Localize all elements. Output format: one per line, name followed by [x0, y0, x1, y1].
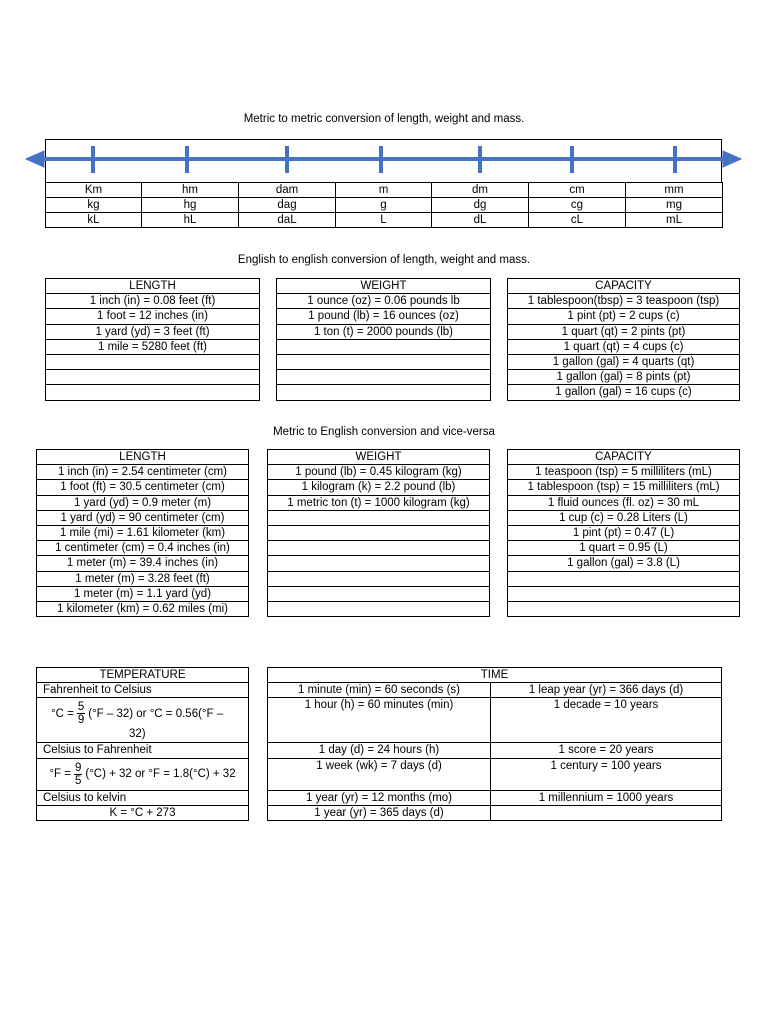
- english-capacity-row: 1 quart (qt) = 2 pints (pt): [508, 324, 740, 339]
- metric-english-weight-row: [268, 541, 490, 556]
- unit-cell: cm: [529, 183, 626, 198]
- metric-english-length-row: 1 centimeter (cm) = 0.4 inches (in): [37, 541, 249, 556]
- table-row: [508, 309, 740, 324]
- english-length-row: [46, 370, 260, 385]
- table-row: [268, 556, 490, 571]
- english-length-row: 1 inch (in) = 0.08 feet (ft): [46, 294, 260, 309]
- metric-english-length-row: 1 meter (m) = 39.4 inches (in): [37, 556, 249, 571]
- unit-cell: mm: [626, 183, 723, 198]
- time-cell: [491, 805, 722, 820]
- table-row: [268, 571, 490, 586]
- metric-english-capacity-row: 1 cup (c) = 0.28 Liters (L): [508, 510, 740, 525]
- metric-english-capacity-row: 1 quart = 0.95 (L): [508, 541, 740, 556]
- c-to-f-label: Celsius to Fahrenheit: [37, 743, 249, 758]
- table-row: [268, 495, 490, 510]
- english-weight-row: [277, 370, 491, 385]
- time-cell: 1 minute (min) = 60 seconds (s): [268, 683, 491, 698]
- english-length-row: 1 foot = 12 inches (in): [46, 309, 260, 324]
- unit-cell: kg: [46, 198, 142, 213]
- metric-english-weight-row: [268, 526, 490, 541]
- metric-number-line: [0, 0, 768, 200]
- table-row: [277, 355, 491, 370]
- table-row: [508, 586, 740, 601]
- table-row: [508, 355, 740, 370]
- table-row: [508, 324, 740, 339]
- english-length-row: 1 mile = 5280 feet (ft): [46, 339, 260, 354]
- metric-english-length-row: 1 meter (m) = 3.28 feet (ft): [37, 571, 249, 586]
- f-to-c-rest: (°F – 32) or °C = 0.56(°F –: [88, 707, 224, 720]
- table-row: [37, 526, 249, 541]
- f-to-c-wrap: 32): [129, 728, 146, 741]
- table-row: [268, 480, 490, 495]
- table-row: [46, 339, 260, 354]
- table-row: [268, 541, 490, 556]
- english-weight-row: [277, 355, 491, 370]
- metric-english-weight-row: [268, 510, 490, 525]
- metric-units-table: [45, 182, 723, 228]
- time-cell: 1 week (wk) = 7 days (d): [268, 758, 491, 790]
- metric-english-weight-row: 1 pound (lb) = 0.45 kilogram (kg): [268, 465, 490, 480]
- metric-english-capacity-row: 1 tablespoon (tsp) = 15 milliliters (mL): [508, 480, 740, 495]
- metric-english-weight-row: 1 metric ton (t) = 1000 kilogram (kg): [268, 495, 490, 510]
- english-capacity-table: [507, 278, 740, 401]
- english-capacity-row: 1 pint (pt) = 2 cups (c): [508, 309, 740, 324]
- english-capacity-row: 1 gallon (gal) = 8 pints (pt): [508, 370, 740, 385]
- table-row: [37, 541, 249, 556]
- unit-cell: dg: [432, 198, 529, 213]
- metric-english-capacity-row: 1 teaspoon (tsp) = 5 milliliters (mL): [508, 465, 740, 480]
- table-row: [508, 602, 740, 617]
- table-row: [508, 510, 740, 525]
- table-row: [508, 480, 740, 495]
- english-capacity-row: 1 tablespoon(tbsp) = 3 teaspoon (tsp): [508, 294, 740, 309]
- table-row: [268, 586, 490, 601]
- table-row: [508, 495, 740, 510]
- time-cell: 1 millennium = 1000 years: [491, 790, 722, 805]
- english-length-header: LENGTH: [46, 279, 260, 294]
- metric-english-length-row: 1 meter (m) = 1.1 yard (yd): [37, 586, 249, 601]
- unit-cell: dag: [239, 198, 336, 213]
- c-to-k-formula: K = °C + 273: [37, 805, 249, 820]
- table-row: [508, 294, 740, 309]
- metric-english-capacity-row: [508, 571, 740, 586]
- table-row: [277, 309, 491, 324]
- metric-english-weight-table: [267, 449, 490, 617]
- unit-cell: Km: [46, 183, 142, 198]
- table-row: [508, 370, 740, 385]
- metric-english-length-row: 1 foot (ft) = 30.5 centimeter (cm): [37, 480, 249, 495]
- metric-english-capacity-row: [508, 586, 740, 601]
- metric-english-length-header: LENGTH: [37, 450, 249, 465]
- table-row: [37, 465, 249, 480]
- time-cell: 1 score = 20 years: [491, 743, 722, 758]
- metric-english-capacity-row: 1 pint (pt) = 0.47 (L): [508, 526, 740, 541]
- english-capacity-row: 1 quart (qt) = 4 cups (c): [508, 339, 740, 354]
- unit-cell: g: [336, 198, 432, 213]
- english-capacity-row: 1 gallon (gal) = 16 cups (c): [508, 385, 740, 400]
- metric-english-capacity-row: 1 gallon (gal) = 3.8 (L): [508, 556, 740, 571]
- metric-english-weight-row: [268, 586, 490, 601]
- english-length-row: [46, 355, 260, 370]
- unit-cell: L: [336, 213, 432, 228]
- left-arrow-head: [26, 151, 44, 167]
- time-cell: 1 century = 100 years: [491, 758, 722, 790]
- table-row: [46, 385, 260, 400]
- table-row: [508, 571, 740, 586]
- metric-english-weight-row: [268, 571, 490, 586]
- table-row: [277, 370, 491, 385]
- f-to-c-label: Fahrenheit to Celsius: [37, 683, 249, 698]
- metric-units-row-length: [46, 183, 723, 198]
- f-to-c-prefix: °C =: [51, 707, 74, 720]
- english-capacity-row: 1 gallon (gal) = 4 quarts (qt): [508, 355, 740, 370]
- time-table: [267, 667, 722, 821]
- table-row: [277, 294, 491, 309]
- english-length-row: [46, 385, 260, 400]
- english-weight-row: [277, 385, 491, 400]
- metric-english-length-row: 1 inch (in) = 2.54 centimeter (cm): [37, 465, 249, 480]
- table-row: [508, 339, 740, 354]
- metric-english-capacity-row: 1 fluid ounces (fl. oz) = 30 mL: [508, 495, 740, 510]
- metric-units-row-volume: [46, 213, 723, 228]
- metric-english-capacity-table: [507, 449, 740, 617]
- metric-english-capacity-row: [508, 602, 740, 617]
- c-to-f-rest: (°C) + 32 or °F = 1.8(°C) + 32: [85, 768, 236, 780]
- temperature-table: [36, 667, 249, 821]
- unit-cell: cg: [529, 198, 626, 213]
- unit-cell: cL: [529, 213, 626, 228]
- unit-cell: kL: [46, 213, 142, 228]
- table-row: [508, 556, 740, 571]
- time-header: TIME: [268, 668, 722, 683]
- unit-cell: dL: [432, 213, 529, 228]
- table-row: [268, 510, 490, 525]
- english-section-title: English to english conversion of length, weight and mass.: [237, 254, 531, 266]
- time-cell: 1 day (d) = 24 hours (h): [268, 743, 491, 758]
- right-arrow-head: [723, 151, 741, 167]
- table-row: [277, 324, 491, 339]
- metric-section-title: Metric to metric conversion of length, weight and mass.: [243, 113, 525, 125]
- table-row: [46, 370, 260, 385]
- table-row: [37, 495, 249, 510]
- metric-english-weight-row: [268, 556, 490, 571]
- time-cell: 1 year (yr) = 365 days (d): [268, 805, 491, 820]
- f-to-c-formula: [37, 698, 249, 743]
- english-weight-table: [276, 278, 491, 401]
- english-weight-row: [277, 339, 491, 354]
- table-row: [46, 355, 260, 370]
- english-weight-header: WEIGHT: [277, 279, 491, 294]
- metric-english-section-title: Metric to English conversion and vice-versa: [273, 426, 495, 438]
- english-weight-row: 1 ton (t) = 2000 pounds (lb): [277, 324, 491, 339]
- table-row: [268, 465, 490, 480]
- metric-english-capacity-header: CAPACITY: [508, 450, 740, 465]
- unit-cell: dm: [432, 183, 529, 198]
- table-row: [37, 556, 249, 571]
- english-weight-row: 1 ounce (oz) = 0.06 pounds lb: [277, 294, 491, 309]
- table-row: [46, 309, 260, 324]
- c-to-f-prefix: °F =: [49, 768, 71, 780]
- unit-cell: m: [336, 183, 432, 198]
- metric-english-length-row: 1 yard (yd) = 90 centimeter (cm): [37, 510, 249, 525]
- english-length-table: [45, 278, 260, 401]
- unit-cell: mL: [626, 213, 723, 228]
- table-row: [37, 480, 249, 495]
- table-row: [508, 465, 740, 480]
- c-to-f-formula: [37, 758, 249, 790]
- metric-english-length-row: 1 yard (yd) = 0.9 meter (m): [37, 495, 249, 510]
- table-row: [508, 541, 740, 556]
- metric-english-weight-row: 1 kilogram (k) = 2.2 pound (lb): [268, 480, 490, 495]
- five-ninths-fraction: $\frac{5}{9}$: [77, 701, 85, 727]
- table-row: [37, 586, 249, 601]
- metric-units-row-mass: [46, 198, 723, 213]
- unit-cell: hm: [142, 183, 239, 198]
- table-row: [268, 526, 490, 541]
- english-length-row: 1 yard (yd) = 3 feet (ft): [46, 324, 260, 339]
- unit-cell: daL: [239, 213, 336, 228]
- unit-cell: hL: [142, 213, 239, 228]
- temperature-header: TEMPERATURE: [37, 668, 249, 683]
- metric-english-length-row: 1 mile (mi) = 1.61 kilometer (km): [37, 526, 249, 541]
- time-cell: 1 year (yr) = 12 months (mo): [268, 790, 491, 805]
- time-cell: 1 hour (h) = 60 minutes (min): [268, 698, 491, 743]
- table-row: [277, 385, 491, 400]
- c-to-k-label: Celsius to kelvin: [37, 790, 249, 805]
- nine-fifths-fraction: $\frac{9}{5}$: [74, 761, 82, 787]
- metric-english-length-row: 1 kilometer (km) = 0.62 miles (mi): [37, 602, 249, 617]
- table-row: [508, 526, 740, 541]
- unit-cell: hg: [142, 198, 239, 213]
- table-row: [508, 385, 740, 400]
- unit-cell: dam: [239, 183, 336, 198]
- table-row: [37, 571, 249, 586]
- unit-cell: mg: [626, 198, 723, 213]
- metric-english-weight-row: [268, 601, 490, 616]
- table-row: [268, 601, 490, 616]
- time-cell: 1 leap year (yr) = 366 days (d): [491, 683, 722, 698]
- table-row: [277, 339, 491, 354]
- table-row: [37, 602, 249, 617]
- english-capacity-header: CAPACITY: [508, 279, 740, 294]
- table-row: [46, 294, 260, 309]
- metric-english-weight-header: WEIGHT: [268, 450, 490, 465]
- metric-english-length-table: [36, 449, 249, 617]
- table-row: [46, 324, 260, 339]
- english-weight-row: 1 pound (lb) = 16 ounces (oz): [277, 309, 491, 324]
- time-cell: 1 decade = 10 years: [491, 698, 722, 743]
- table-row: [37, 510, 249, 525]
